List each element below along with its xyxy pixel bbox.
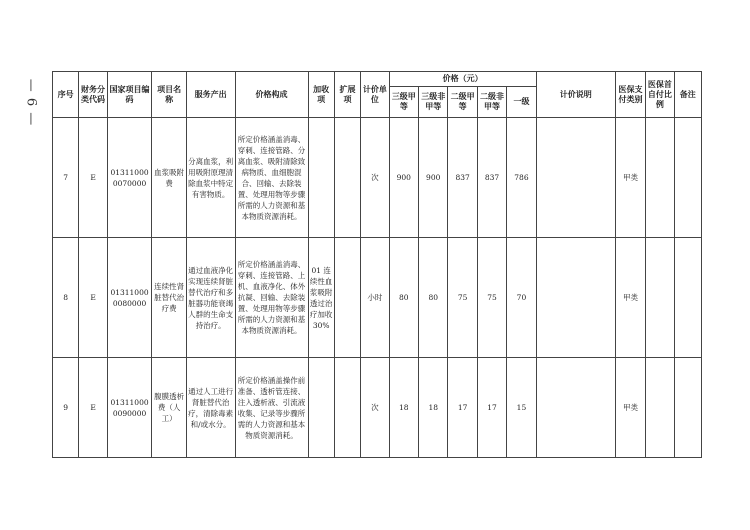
header-price-level: 三级甲等 (389, 87, 418, 118)
cell-pricing-notes (536, 358, 615, 458)
cell-markup (308, 358, 334, 458)
header-markup-items: 加收项 (308, 72, 334, 118)
cell-seq: 9 (53, 358, 79, 458)
cell-price: 17 (448, 358, 477, 458)
cell-unit: 次 (361, 358, 389, 458)
cell-price: 837 (448, 118, 477, 238)
cell-service-output: 通过血液净化实现连续肾脏替代治疗和多脏器功能衰竭人群的生命支持治疗。 (186, 238, 235, 358)
cell-insurance-category: 甲类 (615, 358, 645, 458)
cell-markup: 01 连续性血浆吸附透过治疗加收30% (308, 238, 334, 358)
cell-finance-code: E (79, 238, 107, 358)
cell-item-name: 腹膜透析费（人工） (152, 358, 186, 458)
header-unit: 计价单位 (361, 72, 389, 118)
header-national-code: 国家项目编码 (107, 72, 152, 118)
cell-remarks (674, 238, 701, 358)
cell-unit: 小时 (361, 238, 389, 358)
table-row (53, 118, 702, 238)
cell-markup (308, 118, 334, 238)
cell-remarks (674, 118, 701, 238)
cell-pricing-notes (536, 238, 615, 358)
cell-price: 18 (419, 358, 448, 458)
cell-price: 17 (477, 358, 506, 458)
page-number-text: — 6 — (23, 78, 39, 126)
cell-item-name: 连续性肾脏替代治疗费 (152, 238, 186, 358)
cell-remarks (674, 358, 701, 458)
table-row (53, 238, 702, 358)
header-price-group: 价格（元） (389, 72, 536, 87)
cell-national-code: 013110000090000 (107, 358, 152, 458)
cell-price: 900 (419, 118, 448, 238)
cell-price: 786 (507, 118, 536, 238)
header-price-level: 二级非甲等 (477, 87, 506, 118)
cell-national-code: 013110000070000 (107, 118, 152, 238)
cell-national-code: 013110000080000 (107, 238, 152, 358)
table-header (53, 72, 702, 118)
header-price-level: 一级 (507, 87, 536, 118)
header-seq: 序号 (53, 72, 79, 118)
cell-insurance-category: 甲类 (615, 238, 645, 358)
cell-service-output: 分离血浆，利用吸附原理清除血浆中特定有害物质。 (186, 118, 235, 238)
cell-seq: 8 (53, 238, 79, 358)
cell-price: 900 (389, 118, 418, 238)
header-price-level: 二级甲等 (448, 87, 477, 118)
header-insurance-category: 医保支付类别 (615, 72, 645, 118)
cell-price: 15 (507, 358, 536, 458)
cell-insurance-ratio (646, 118, 674, 238)
cell-extension (334, 238, 360, 358)
cell-finance-code: E (79, 358, 107, 458)
cell-price-composition: 所定价格涵盖消毒、穿刺、连接管路、分离血浆、吸附清除致病物质、血细胞混合、回输、去除装置、处理用物等步骤所需的人力资源和基本物质资源消耗。 (235, 118, 308, 238)
cell-unit: 次 (361, 118, 389, 238)
cell-price: 80 (419, 238, 448, 358)
header-extension-items: 扩展项 (334, 72, 360, 118)
cell-price: 80 (389, 238, 418, 358)
cell-insurance-category: 甲类 (615, 118, 645, 238)
cell-finance-code: E (79, 118, 107, 238)
cell-price-composition: 所定价格涵盖操作前准备、透析管连接、注入透析液、引流液收集、记录等步骤所需的人力资源和基本物质资源消耗。 (235, 358, 308, 458)
header-price-level: 三级非甲等 (419, 87, 448, 118)
header-insurance-ratio: 医保首自付比例 (646, 72, 674, 118)
cell-pricing-notes (536, 118, 615, 238)
cell-service-output: 通过人工进行肾脏替代治疗，清除毒素和/或水分。 (186, 358, 235, 458)
medical-fee-table (52, 71, 702, 458)
cell-price: 837 (477, 118, 506, 238)
cell-seq: 7 (53, 118, 79, 238)
cell-item-name: 血浆吸附费 (152, 118, 186, 238)
header-remarks: 备注 (674, 72, 701, 118)
cell-price: 18 (389, 358, 418, 458)
cell-insurance-ratio (646, 358, 674, 458)
cell-price: 75 (477, 238, 506, 358)
page-number (20, 72, 42, 132)
cell-price: 70 (507, 238, 536, 358)
cell-insurance-ratio (646, 238, 674, 358)
header-pricing-notes: 计价说明 (536, 72, 615, 118)
header-finance-code: 财务分类代码 (79, 72, 107, 118)
cell-extension (334, 118, 360, 238)
cell-extension (334, 358, 360, 458)
table-row (53, 358, 702, 458)
header-price-composition: 价格构成 (235, 72, 308, 118)
header-service-output: 服务产出 (186, 72, 235, 118)
cell-price: 75 (448, 238, 477, 358)
header-item-name: 项目名称 (152, 72, 186, 118)
cell-price-composition: 所定价格涵盖消毒、穿刺、连接管路、上机、血液净化、体外抗凝、回输、去除装置、处理用物等步骤所需的人力资源和基本物质资源消耗。 (235, 238, 308, 358)
